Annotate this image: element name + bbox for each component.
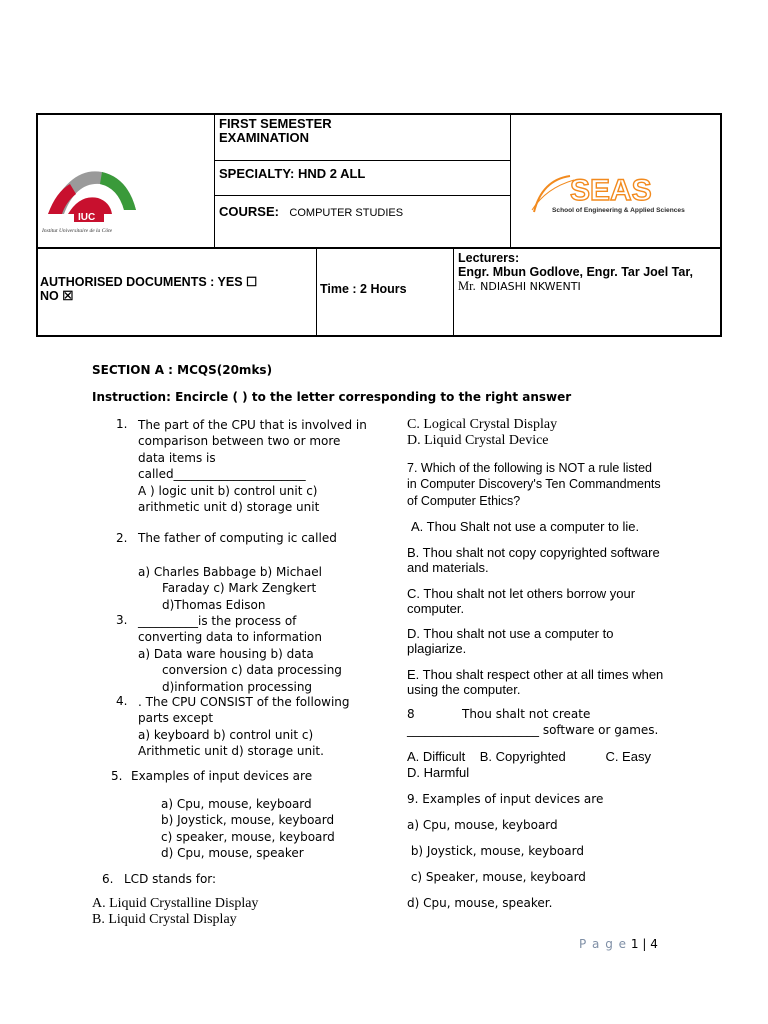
instruction: Instruction: Encircle ( ) to the letter corresponding to the right answer bbox=[92, 390, 572, 404]
authorised-documents: AUTHORISED DOCUMENTS : YES ☐ NO ☒ bbox=[40, 275, 258, 303]
specialty: SPECIALTY: HND 2 ALL bbox=[219, 166, 366, 181]
table-divider bbox=[510, 113, 511, 248]
question-text: __________is the process of converting data to information a) Data ware housing b) data conversion c) data processing d)information processing bbox=[138, 614, 342, 694]
option-a: A. Thou Shalt not use a computer to lie. bbox=[411, 519, 640, 534]
question-options: a) Cpu, mouse, keyboard b) Joystick, mouse, keyboard c) speaker, mouse, keyboard d) Cpu, mouse, speaker bbox=[161, 797, 335, 861]
page-total: 4 bbox=[650, 937, 658, 951]
page-footer bbox=[579, 937, 658, 951]
question-text: Thou shalt not create bbox=[462, 707, 591, 721]
page-label: P a g e bbox=[579, 937, 628, 951]
svg-text:SEAS: SEAS bbox=[570, 174, 652, 207]
option-b: B. Thou shalt not copy copyrighted software and materials. bbox=[407, 545, 660, 575]
option-b: b) Joystick, mouse, keyboard bbox=[407, 844, 584, 858]
page-number: 1 bbox=[630, 937, 639, 951]
table-border-right bbox=[720, 113, 722, 337]
option-c: c) Speaker, mouse, keyboard bbox=[407, 870, 586, 884]
question-options: a) Charles Babbage b) Michael Faraday c) Mark Zengkert d)Thomas Edison bbox=[138, 565, 322, 612]
question-number: 5. bbox=[111, 769, 123, 783]
question-number: 6. bbox=[102, 872, 114, 886]
exam-title: FIRST SEMESTER EXAMINATION bbox=[219, 116, 332, 145]
svg-text:School of Engineering & Applie: School of Engineering & Applied Sciences bbox=[552, 207, 685, 214]
table-divider bbox=[214, 113, 215, 248]
lecturers: Lecturers: Engr. Mbun Godlove, Engr. Tar Joel Tar, Mr. NDIASHI NKWENTI bbox=[458, 251, 693, 293]
svg-text:Institut Universitaire de la C: Institut Universitaire de la Côte bbox=[42, 228, 113, 234]
table-border-top bbox=[36, 113, 722, 115]
table-divider bbox=[453, 248, 454, 336]
table-divider bbox=[214, 160, 511, 161]
table-border-left bbox=[36, 113, 38, 337]
question-blank: ______________________ software or games. bbox=[407, 723, 659, 737]
option-d: d) Cpu, mouse, speaker. bbox=[407, 896, 553, 910]
question-options: A. Difficult B. Copyrighted C. Easy D. Harmful bbox=[407, 749, 651, 781]
question-text: . The CPU CONSIST of the following parts except a) keyboard b) control unit c) Arithmetic unit d) storage unit. bbox=[138, 695, 350, 759]
question-number: 4. bbox=[116, 694, 128, 708]
iuc-logo bbox=[40, 164, 140, 236]
question-text: The father of computing ic called bbox=[138, 531, 337, 545]
table-divider bbox=[316, 248, 317, 336]
question-text: 9. Examples of input devices are bbox=[407, 792, 604, 806]
question-number: 3. bbox=[116, 613, 128, 627]
question-number: 1. bbox=[116, 417, 128, 431]
table-border-bottom bbox=[36, 335, 722, 337]
table-border-mid bbox=[36, 247, 722, 249]
option-a: a) Cpu, mouse, keyboard bbox=[407, 818, 558, 832]
seas-logo bbox=[530, 172, 690, 218]
exam-time: Time : 2 Hours bbox=[320, 282, 407, 296]
question-text: Examples of input devices are bbox=[131, 769, 313, 783]
question-text: 7. Which of the following is NOT a rule listed in Computer Discovery's Ten Commandments of Computer Ethics? bbox=[407, 461, 661, 508]
question-6-continued: C. Logical Crystal Display D. Liquid Crystal Device bbox=[407, 417, 558, 449]
question-options: A. Liquid Crystalline Display B. Liquid Crystal Display bbox=[92, 896, 259, 928]
svg-text:IUC: IUC bbox=[78, 212, 96, 223]
page-separator: | bbox=[642, 937, 647, 951]
question-number: 2. bbox=[116, 531, 128, 545]
question-text: The part of the CPU that is involved in comparison between two or more data items is called______________________ A ) logic unit b) control unit c) arithmetic unit d) storage unit bbox=[138, 418, 367, 515]
course: COURSE: COMPUTER STUDIES bbox=[219, 204, 404, 219]
option-c: C. Thou shalt not let others borrow your computer. bbox=[407, 586, 636, 616]
option-d: D. Thou shalt not use a computer to plagiarize. bbox=[407, 626, 614, 656]
section-title: SECTION A : MCQS(20mks) bbox=[92, 363, 273, 377]
question-number: 8 bbox=[407, 707, 415, 721]
question-text: LCD stands for: bbox=[124, 872, 217, 886]
table-divider bbox=[214, 195, 511, 196]
option-e: E. Thou shalt respect other at all times when using the computer. bbox=[407, 667, 664, 697]
